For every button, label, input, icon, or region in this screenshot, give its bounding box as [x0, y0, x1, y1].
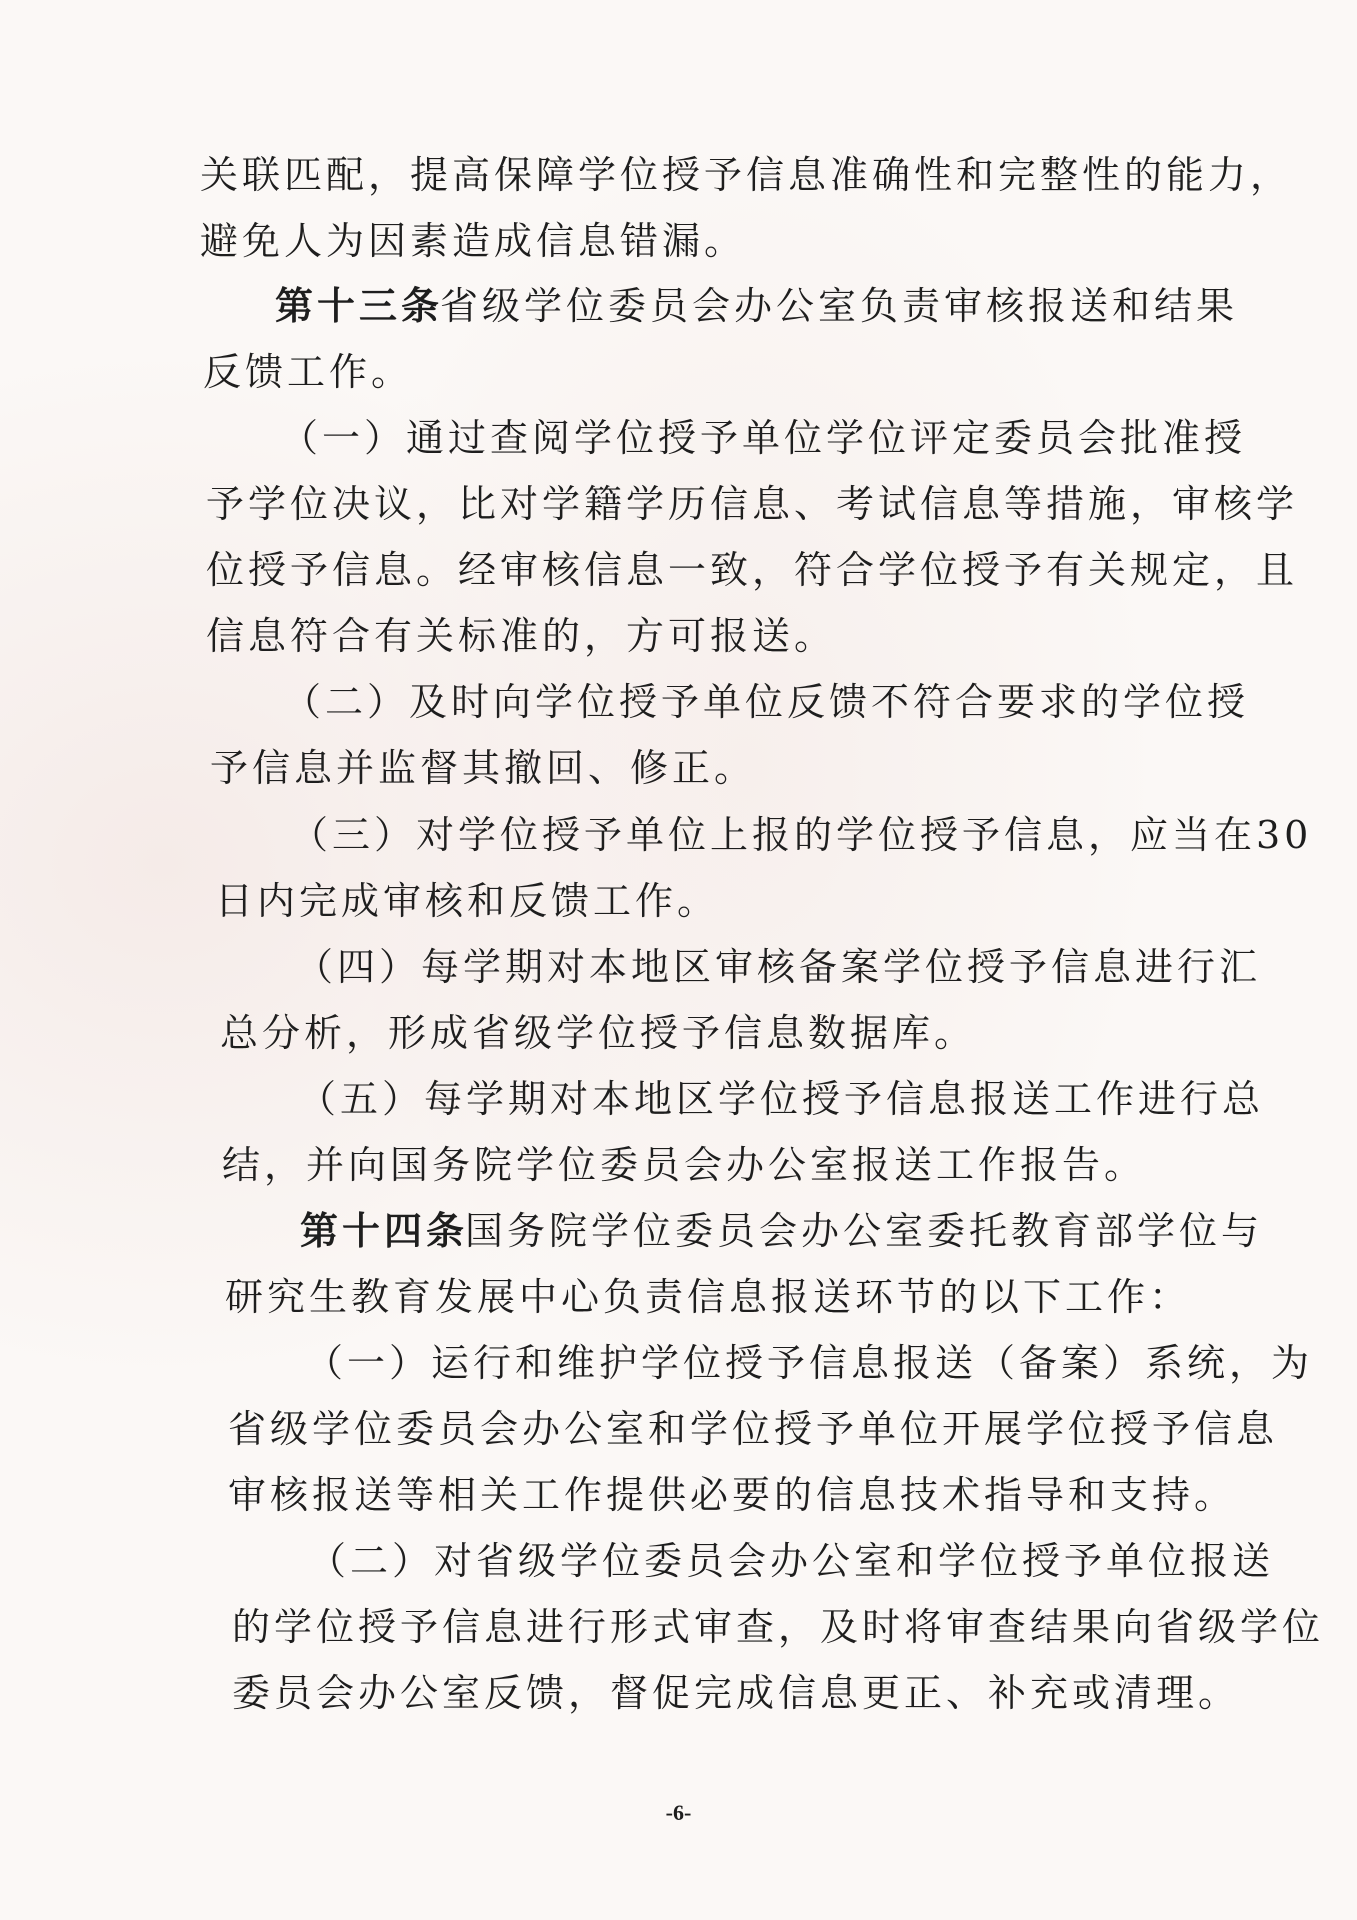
- text-line-14: 总分析，形成省级学位授予信息数据库。: [220, 1011, 977, 1055]
- text-line-1: 关联匹配，提高保障学位授予信息准确性和完整性的能力，: [200, 153, 1293, 197]
- text-line-23: 的学位授予信息进行形式审查，及时将审查结果向省级学位: [232, 1605, 1325, 1649]
- text-line-10: 予信息并监督其撤回、修正。: [210, 746, 757, 790]
- text-line-2: 避免人为因素造成信息错漏。: [200, 219, 747, 263]
- article-14-heading: 第十四条: [300, 1208, 469, 1253]
- page-number: -6-: [665, 1800, 692, 1825]
- text-line-4: 反馈工作。: [203, 350, 414, 394]
- text-line-21: 审核报送等相关工作提供必要的信息技术指导和支持。: [228, 1473, 1237, 1517]
- text-line-13: （四）每学期对本地区审核备案学位授予信息进行汇: [295, 945, 1262, 989]
- text-line-16: 结，并向国务院学位委员会办公室报送工作报告。: [222, 1143, 1147, 1187]
- text-line-8: 信息符合有关标准的，方可报送。: [206, 614, 837, 658]
- text-line-18: 研究生教育发展中心负责信息报送环节的以下工作：: [225, 1275, 1192, 1319]
- text-line-22: （二）对省级学位委员会办公室和学位授予单位报送: [308, 1539, 1275, 1583]
- text-line-7: 位授予信息。经审核信息一致，符合学位授予有关规定，且: [206, 548, 1299, 592]
- text-line-12: 日内完成审核和反馈工作。: [215, 879, 720, 923]
- text-line-3: 省级学位委员会办公室负责审核报送和结果: [440, 284, 1239, 328]
- article-13-heading: 第十三条: [275, 283, 444, 328]
- text-line-19: （一）运行和维护学位授予信息报送（备案）系统，为: [305, 1341, 1314, 1385]
- text-line-5: （一）通过查阅学位授予单位学位评定委员会批准授: [280, 416, 1247, 460]
- text-line-20: 省级学位委员会办公室和学位授予单位开展学位授予信息: [228, 1407, 1279, 1451]
- text-line-15: （五）每学期对本地区学位授予信息报送工作进行总: [298, 1077, 1265, 1121]
- text-line-17: 国务院学位委员会办公室委托教育部学位与: [465, 1209, 1264, 1253]
- text-line-9: （二）及时向学位授予单位反馈不符合要求的学位授: [283, 680, 1250, 724]
- text-line-24: 委员会办公室反馈，督促完成信息更正、补充或清理。: [232, 1671, 1241, 1715]
- text-line-6: 予学位决议，比对学籍学历信息、考试信息等措施，审核学: [206, 482, 1299, 526]
- text-line-11: （三）对学位授予单位上报的学位授予信息，应当在30: [290, 813, 1313, 857]
